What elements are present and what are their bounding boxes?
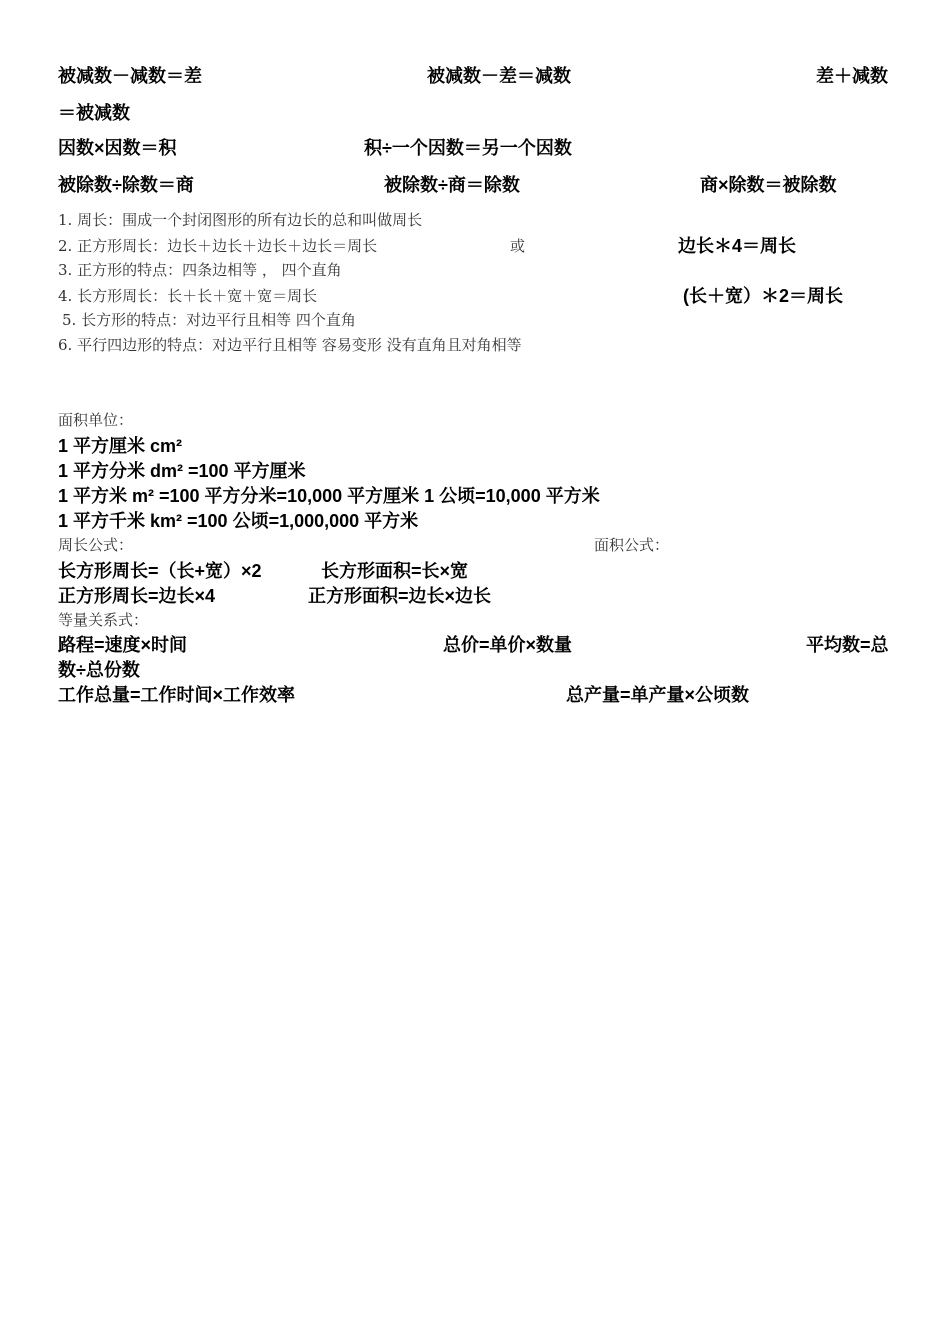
area-unit-m2: 1 平方米 m² =100 平方分米=10,000 平方厘米 1 公顷=10,000 平方米 (58, 486, 600, 506)
relations-heading: 等量关系式： (58, 611, 149, 629)
subtraction-formula-3-cont: ＝被减数 (58, 103, 130, 123)
area-units-heading: 面积单位： (58, 411, 134, 429)
rect-area-formula: 长方形面积=长×宽 (321, 561, 469, 581)
area-unit-km2: 1 平方千米 km² =100 公顷=1,000,000 平方米 (58, 511, 419, 531)
division-formula-1: 被除数÷除数＝商 (58, 175, 194, 195)
rect-perimeter-formula: 长方形周长=（长+宽）×2 (58, 561, 262, 581)
subtraction-formula-2: 被减数－差＝减数 (427, 66, 571, 86)
subtraction-formula-1: 被减数－减数＝差 (58, 66, 202, 86)
subtraction-formula-3: 差＋减数 (816, 66, 888, 86)
distance-formula: 路程=速度×时间 (58, 635, 188, 655)
area-unit-cm2: 1 平方厘米 cm² (58, 436, 183, 456)
square-perimeter-formula: 正方形周长=边长×4 (58, 586, 216, 606)
note-or: 或 (510, 237, 526, 255)
work-formula: 工作总量=工作时间×工作效率 (58, 685, 296, 705)
multiplication-formula-1: 因数×因数＝积 (58, 138, 177, 158)
multiplication-formula-2: 积÷一个因数＝另一个因数 (364, 138, 572, 158)
note-rect-features: 5. 长方形的特点：对边平行且相等 四个直角 (62, 311, 356, 329)
note-parallelogram-features: 6. 平行四边形的特点：对边平行且相等 容易变形 没有直角且对角相等 (58, 336, 522, 354)
division-formula-2: 被除数÷商＝除数 (384, 175, 520, 195)
note-rect-perimeter-alt: (长＋宽）＊2＝周长 (683, 286, 844, 306)
square-area-formula: 正方形面积=边长×边长 (308, 586, 492, 606)
note-square-perimeter-alt: 边长＊4＝周长 (678, 236, 797, 256)
perimeter-formulas-heading: 周长公式： (58, 536, 134, 554)
division-formula-3: 商×除数＝被除数 (700, 175, 837, 195)
area-formulas-heading: 面积公式： (594, 536, 670, 554)
note-rect-perimeter: 4. 长方形周长：长＋长＋宽＋宽＝周长 (58, 287, 318, 305)
average-formula-cont: 数÷总份数 (58, 660, 140, 680)
average-formula: 平均数=总 (806, 635, 889, 655)
note-perimeter-definition: 1. 周长：围成一个封闭图形的所有边长的总和叫做周长 (58, 211, 423, 229)
note-square-features: 3. 正方形的特点：四条边相等 ， 四个直角 (58, 261, 342, 279)
note-square-perimeter: 2. 正方形周长：边长＋边长＋边长＋边长＝周长 (58, 237, 378, 255)
yield-formula: 总产量=单产量×公顷数 (566, 685, 750, 705)
total-price-formula: 总价=单价×数量 (443, 635, 573, 655)
area-unit-dm2: 1 平方分米 dm² =100 平方厘米 (58, 461, 306, 481)
